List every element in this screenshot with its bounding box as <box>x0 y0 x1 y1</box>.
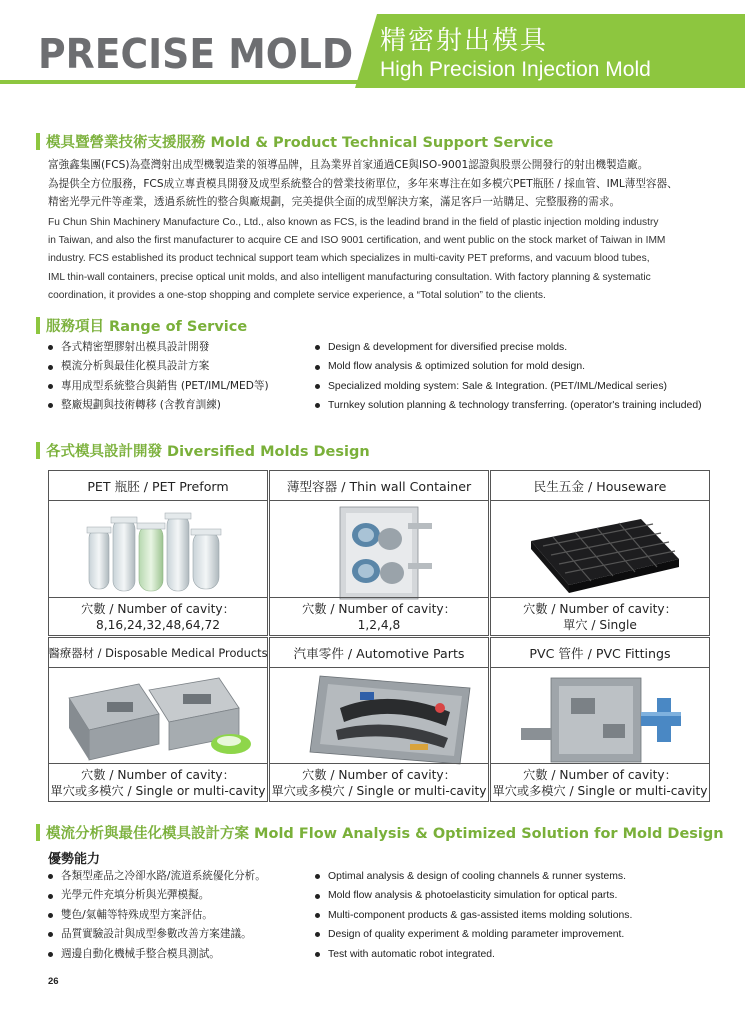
list-item: 專用成型系統整合與銷售 (PET/IML/MED等) <box>48 377 269 396</box>
section-heading-service <box>36 315 247 336</box>
heading-marker <box>36 442 40 459</box>
mold-card-title: 醫療器材 / Disposable Medical Products <box>49 638 267 668</box>
brand-title: PRECISE MOLD <box>38 30 354 78</box>
list-item: 模流分析與最佳化模具設計方案 <box>48 357 269 376</box>
header-title-zh: 精密射出模具 <box>380 26 549 56</box>
service-list-en <box>315 338 702 416</box>
list-item: Design of quality experiment & molding parameter improvement. <box>315 925 632 944</box>
intro-zh-line: 精密光學元件等產業，透過系統性的整合與廠規劃，完美提供全面的成型解決方案，滿足客戶一站購足、完整服務的需求。 <box>48 196 621 208</box>
list-item: Mold flow analysis & photoelasticity simulation for optical parts. <box>315 886 632 905</box>
list-item: 雙色/氣輔等特殊成型方案評估。 <box>48 906 266 925</box>
cavity-value: 單穴或多模穴 / Single or multi-cavity <box>50 784 266 798</box>
pet-preform-image <box>49 501 267 603</box>
molds-grid <box>48 470 710 802</box>
list-item: Multi-component products & gas-assisted items molding solutions. <box>315 906 632 925</box>
mold-card-title: 薄型容器 / Thin wall Container <box>270 471 488 501</box>
intro-en <box>48 214 716 305</box>
page-number: 26 <box>48 976 59 987</box>
cavity-label: 穴數 / Number of cavity： <box>523 768 677 782</box>
cavity-value: 8,16,24,32,48,64,72 <box>95 618 221 632</box>
thin-wall-image <box>270 501 488 603</box>
mold-card-cavity <box>491 597 709 635</box>
mold-card-title: 汽車零件 / Automotive Parts <box>270 638 488 668</box>
list-item: Optimal analysis & design of cooling channels & runner systems. <box>315 867 632 886</box>
intro-en-line: in Taiwan, and also the first manufacturer to acquire CE and ISO 9001 certification, and went public on the stock market of Taiwan in IMM <box>48 235 666 247</box>
mold-card-title: PVC 管件 / PVC Fittings <box>491 638 709 668</box>
cavity-label: 穴數 / Number of cavity： <box>81 602 235 616</box>
mold-card-houseware <box>490 470 710 636</box>
intro-en-line: industry. FCS established its product technical support team which specializes in multi-cavity PET preforms, and vacuum blood tubes, <box>48 253 650 265</box>
list-item: 光學元件充填分析與光彈模擬。 <box>48 886 266 905</box>
heading-marker <box>36 133 40 150</box>
mold-card-thin-wall <box>269 470 489 636</box>
list-item: Turnkey solution planning & technology transferring. (operator's training included) <box>315 396 702 415</box>
mold-card-automotive <box>269 637 489 802</box>
header-rule <box>0 80 372 84</box>
list-item: Design & development for diversified precise molds. <box>315 338 702 357</box>
mold-card-title: PET 瓶胚 / PET Preform <box>49 471 267 501</box>
cavity-label: 穴數 / Number of cavity： <box>523 602 677 616</box>
section-title: 服務項目 Range of Service <box>46 319 248 335</box>
list-item: 週邊自動化機械手整合模具測試。 <box>48 945 266 964</box>
list-item: Mold flow analysis & optimized solution for mold design. <box>315 357 702 376</box>
houseware-pallet-image <box>491 501 709 603</box>
intro-en-line: Fu Chun Shin Machinery Manufacture Co., Ltd., also known as FCS, is the leadind brand in the field of plastic injection molding industry <box>48 217 659 228</box>
cavity-value: 單穴或多模穴 / Single or multi-cavity <box>492 784 708 798</box>
cavity-value: 單穴或多模穴 / Single or multi-cavity <box>271 784 487 798</box>
mold-card-cavity <box>270 597 488 635</box>
cavity-value: 單穴 / Single <box>563 618 637 632</box>
medical-mold-image <box>49 668 267 770</box>
cavity-label: 穴數 / Number of cavity： <box>302 768 456 782</box>
list-item: 各式精密塑膠射出模具設計開發 <box>48 338 269 357</box>
automotive-mold-image <box>270 668 488 770</box>
cavity-label: 穴數 / Number of cavity： <box>302 602 456 616</box>
advantages-subheading: 優勢能力 <box>48 852 101 867</box>
list-item: 整廠規劃與技術轉移 (含教育訓練) <box>48 396 269 415</box>
mold-card-medical <box>48 637 268 802</box>
mold-card-pvc <box>490 637 710 802</box>
cavity-label: 穴數 / Number of cavity： <box>81 768 235 782</box>
section-title: 各式模具設計開發 Diversified Molds Design <box>46 444 370 460</box>
section-heading-molds <box>36 440 370 461</box>
mold-card-cavity <box>491 763 709 801</box>
intro-en-line: IML thin-wall containers, precise optical unit molds, and also intelligent manufacturing consultation. With factory planning & systematic <box>48 271 651 283</box>
heading-marker <box>36 317 40 334</box>
mold-card-cavity <box>49 763 267 801</box>
mold-card-cavity <box>49 597 267 635</box>
list-item: Specialized molding system: Sale & Integration. (PET/IML/Medical series) <box>315 377 702 396</box>
mold-card-title: 民生五金 / Houseware <box>491 471 709 501</box>
intro-zh <box>48 156 713 212</box>
advantages-list-en <box>315 867 632 964</box>
section-heading-moldflow <box>36 822 724 843</box>
mold-card-pet <box>48 470 268 636</box>
pvc-fittings-image <box>491 668 709 770</box>
list-item: Test with automatic robot integrated. <box>315 945 632 964</box>
service-list-zh <box>48 338 269 416</box>
intro-zh-line: 為提供全方位服務，FCS成立專責模具開發及成型系統整合的營業技術單位，多年來專注在如多模穴PET瓶胚 / 採血管、IML薄型容器、 <box>48 177 678 190</box>
cavity-value: 1,2,4,8 <box>357 618 401 632</box>
section-title: 模流分析與最佳化模具設計方案 Mold Flow Analysis & Optimized Solution for Mold Design <box>46 826 724 842</box>
list-item: 各類型產品之冷卻水路/流道系統優化分析。 <box>48 867 266 886</box>
advantages-list-zh <box>48 867 266 964</box>
section-heading-support <box>36 131 553 152</box>
intro-en-line: coordination, it provides a one-stop shopping and complete service experience, a “Total solution” to the clients. <box>48 289 546 301</box>
heading-marker <box>36 824 40 841</box>
list-item: 品質實驗設計與成型參數改善方案建議。 <box>48 925 266 944</box>
header-title-en: High Precision Injection Mold <box>380 58 651 81</box>
intro-zh-line: 富強鑫集團(FCS)為臺灣射出成型機製造業的領導品牌，且為業界首家通過CE與ISO-9001認證與股票公開發行的射出機製造廠。 <box>48 159 649 171</box>
mold-card-cavity <box>270 763 488 801</box>
section-title: 模具暨營業技術支援服務 Mold & Product Technical Support Service <box>46 135 554 151</box>
